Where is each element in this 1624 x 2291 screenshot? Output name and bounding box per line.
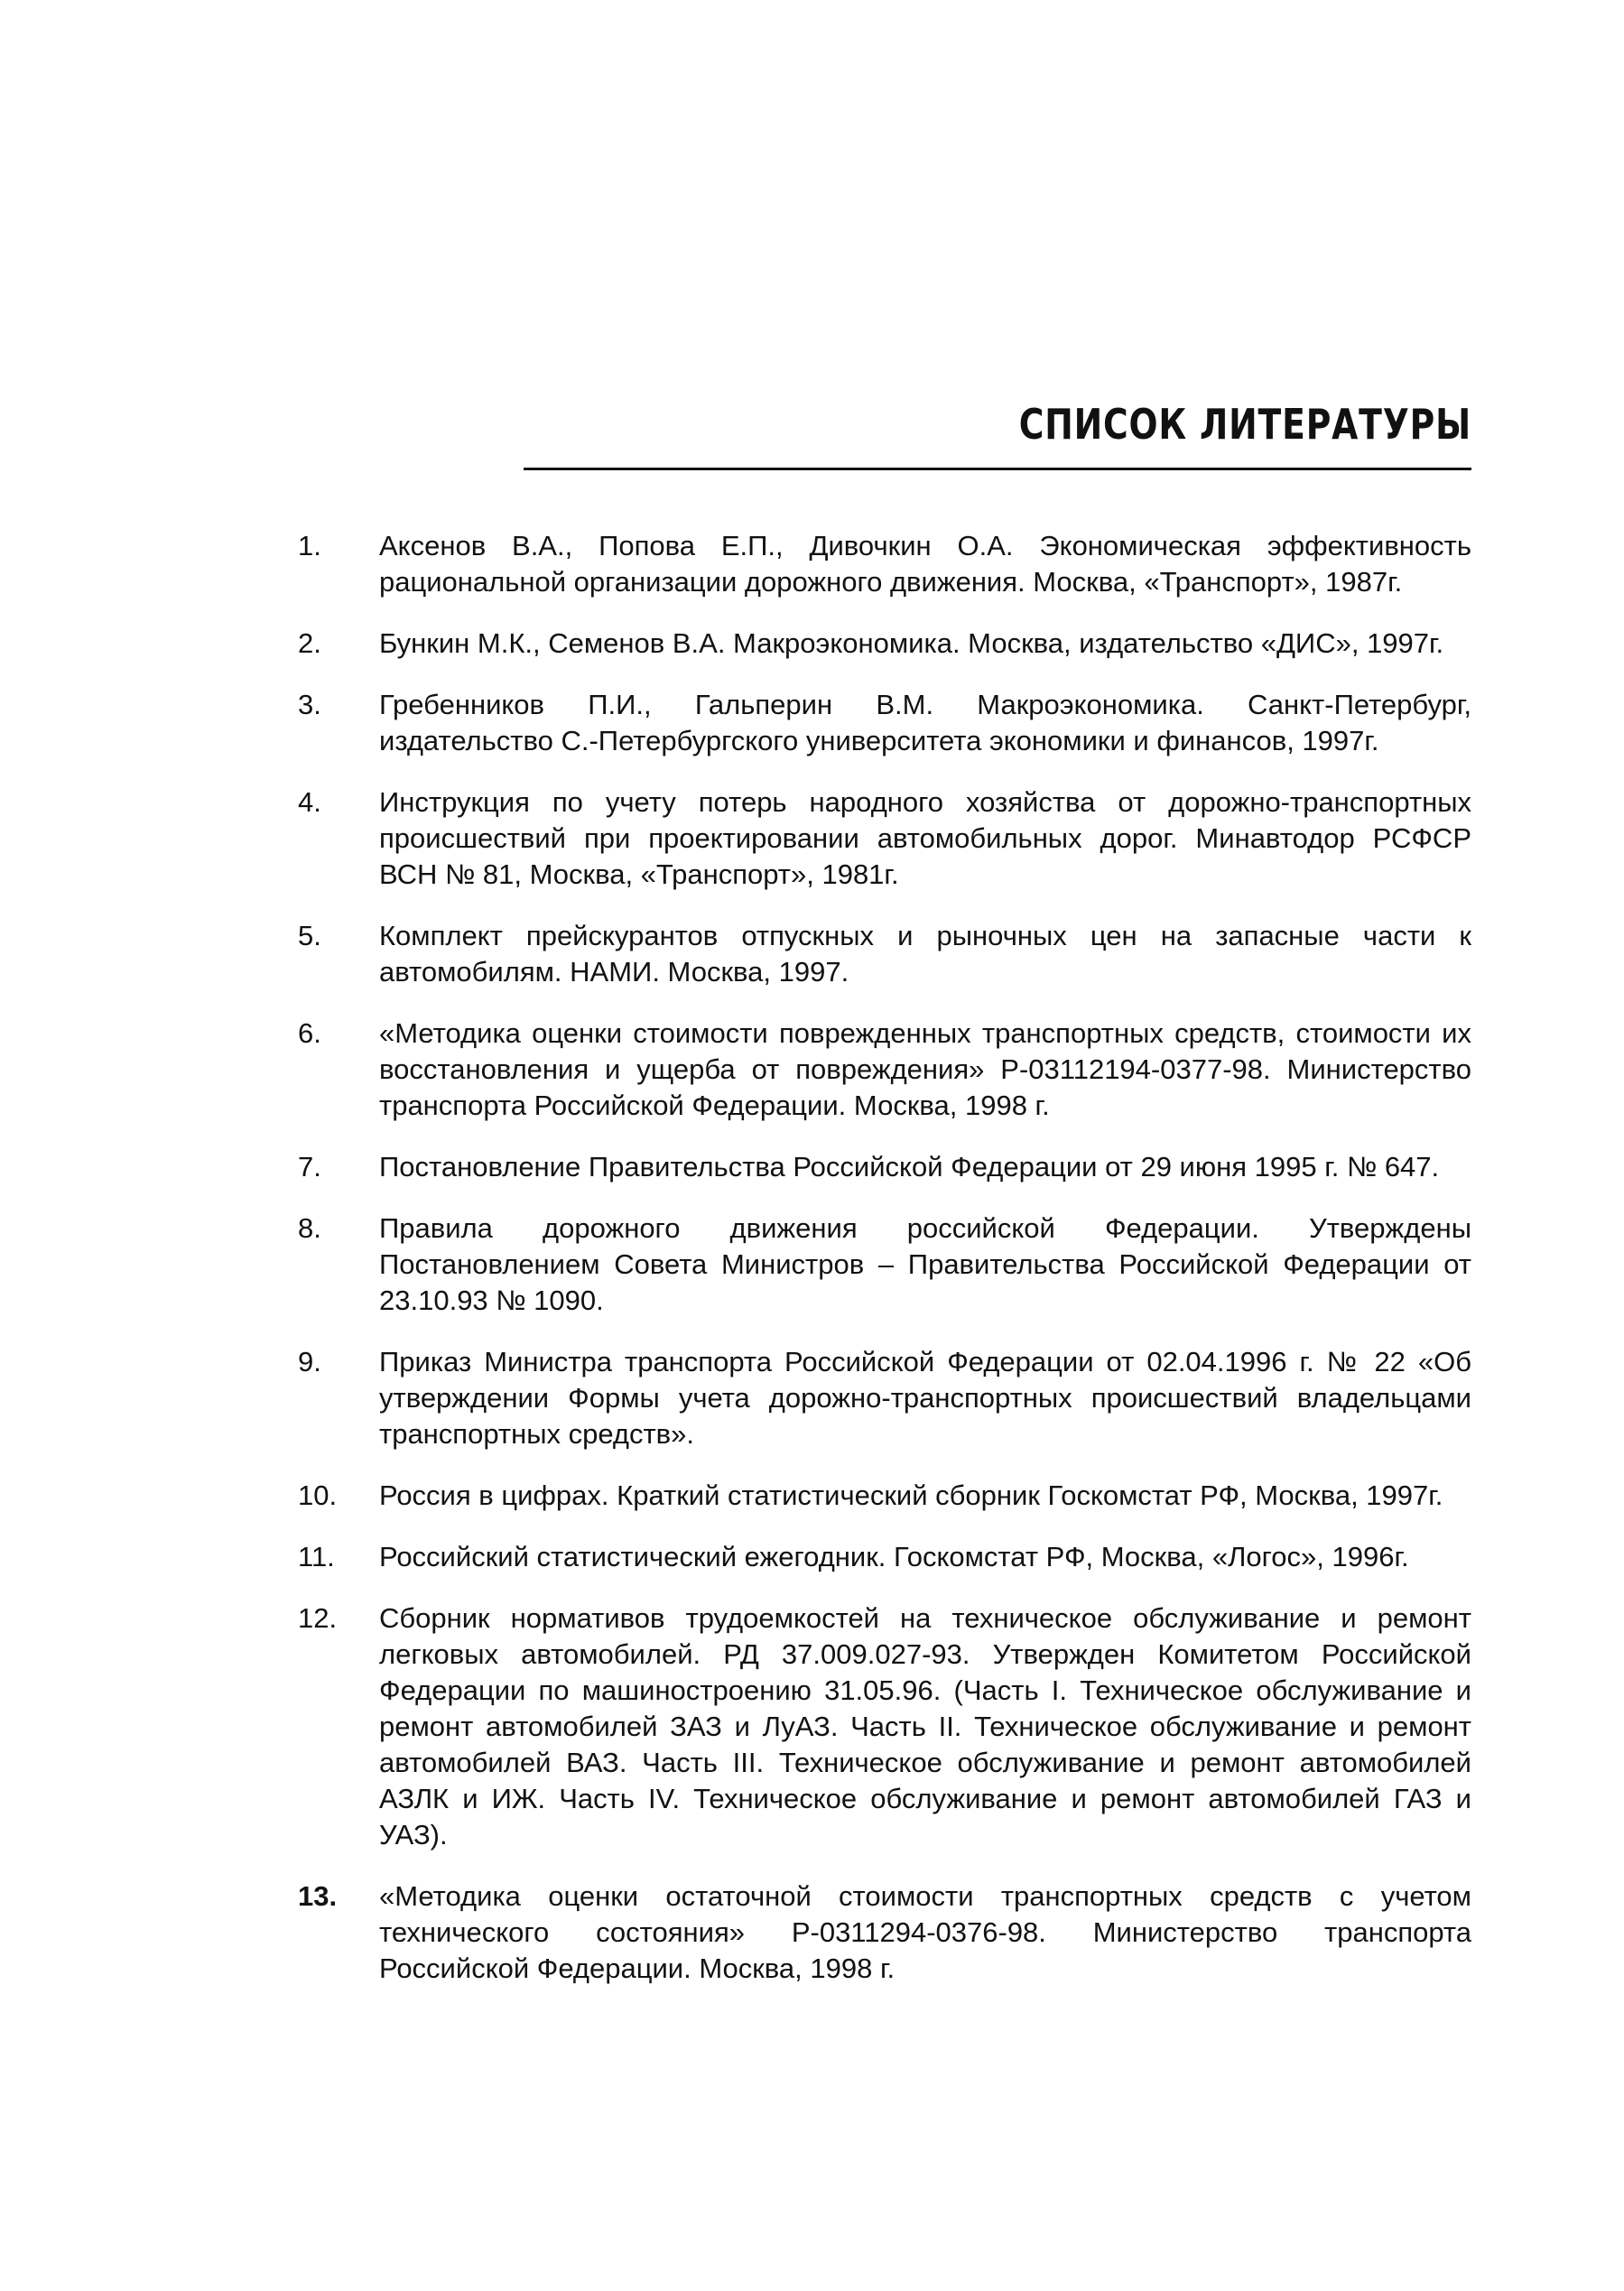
reference-number: 8. [298, 1212, 321, 1244]
reference-item [298, 1149, 1471, 1185]
reference-text: Инструкция по учету потерь народного хозяйства от дорожно-транспортных происшествий при проектировании автомобильных дорог. Минавтодор РСФСР ВСН № 81, Москва, «Транспорт», 1981г. [379, 786, 1471, 890]
reference-text: Правила дорожного движения российской Федерации. Утверждены Постановлением Совета Министров – Правительства Российской Федерации от 23.10.93 № 1090. [379, 1212, 1471, 1316]
reference-text: «Методика оценки остаточной стоимости транспортных средств с учетом технического состояния» Р-0311294-0376-98. Министерство транспорта Российской Федерации. Москва, 1998 г. [379, 1880, 1471, 1984]
page-title: СПИСОК ЛИТЕРАТУРЫ [1018, 400, 1471, 449]
reference-item [298, 1539, 1471, 1575]
reference-text: Сборник нормативов трудоемкостей на техническое обслуживание и ремонт легковых автомобилей. РД 37.009.027-93. Утвержден Комитетом Российской Федерации по машиностроению 31.05.96. (Часть I. Техническое обслуживание и ремонт автомобилей ЗАЗ и ЛуАЗ. Часть II. Техническое обслуживание и ремонт автомобилей ВАЗ. Часть III. Техническое обслуживание и ремонт автомобилей АЗЛК и ИЖ. Часть IV. Техническое обслуживание и ремонт автомобилей ГАЗ и УАЗ). [379, 1602, 1471, 1850]
reference-text: Приказ Министра транспорта Российской Федерации от 02.04.1996 г. № 22 «Об утверждении Формы учета дорожно-транспортных происшествий владельцами транспортных средств». [379, 1346, 1471, 1450]
reference-item [298, 784, 1471, 893]
reference-number: 10. [298, 1479, 338, 1511]
reference-number: 13. [298, 1880, 338, 1912]
reference-item [298, 1210, 1471, 1319]
reference-item [298, 1478, 1471, 1514]
reference-number: 5. [298, 920, 321, 951]
reference-number: 1. [298, 530, 321, 561]
reference-text: Россия в цифрах. Краткий статистический сборник Госкомстат РФ, Москва, 1997г. [379, 1479, 1443, 1511]
reference-text: «Методика оценки стоимости поврежденных транспортных средств, стоимости их восстановления и ущерба от повреждения» Р-03112194-0377-98. Министерство транспорта Российской Федерации. Москва, 1998 г. [379, 1017, 1471, 1121]
reference-item [298, 528, 1471, 600]
reference-text: Постановление Правительства Российской Федерации от 29 июня 1995 г. № 647. [379, 1151, 1440, 1183]
reference-item [298, 1016, 1471, 1124]
reference-text: Аксенов В.А., Попова Е.П., Дивочкин О.А. Экономическая эффективность рациональной организации дорожного движения. Москва, «Транспорт», 1987г. [379, 530, 1471, 598]
reference-number: 7. [298, 1151, 321, 1183]
reference-number: 11. [298, 1541, 335, 1572]
reference-item [298, 626, 1471, 662]
reference-number: 6. [298, 1017, 321, 1049]
reference-number: 3. [298, 689, 321, 720]
reference-text: Бункин М.К., Семенов В.А. Макроэкономика. Москва, издательство «ДИС», 1997г. [379, 627, 1444, 659]
reference-number: 2. [298, 627, 321, 659]
reference-item [298, 687, 1471, 759]
reference-text: Гребенников П.И., Гальперин В.М. Макроэкономика. Санкт-Петербург, издательство С.-Петербургского университета экономики и финансов, 1997г. [379, 689, 1471, 756]
reference-text: Комплект прейскурантов отпускных и рыночных цен на запасные части к автомобилям. НАМИ. Москва, 1997. [379, 920, 1471, 988]
reference-item [298, 1344, 1471, 1452]
title-underline [524, 468, 1471, 470]
reference-number: 4. [298, 786, 321, 818]
reference-text: Российский статистический ежегодник. Госкомстат РФ, Москва, «Логос», 1996г. [379, 1541, 1409, 1572]
reference-item [298, 1878, 1471, 1987]
reference-item [298, 918, 1471, 990]
reference-list [298, 528, 1471, 2012]
reference-number: 12. [298, 1602, 338, 1634]
reference-number: 9. [298, 1346, 321, 1377]
reference-item [298, 1600, 1471, 1853]
